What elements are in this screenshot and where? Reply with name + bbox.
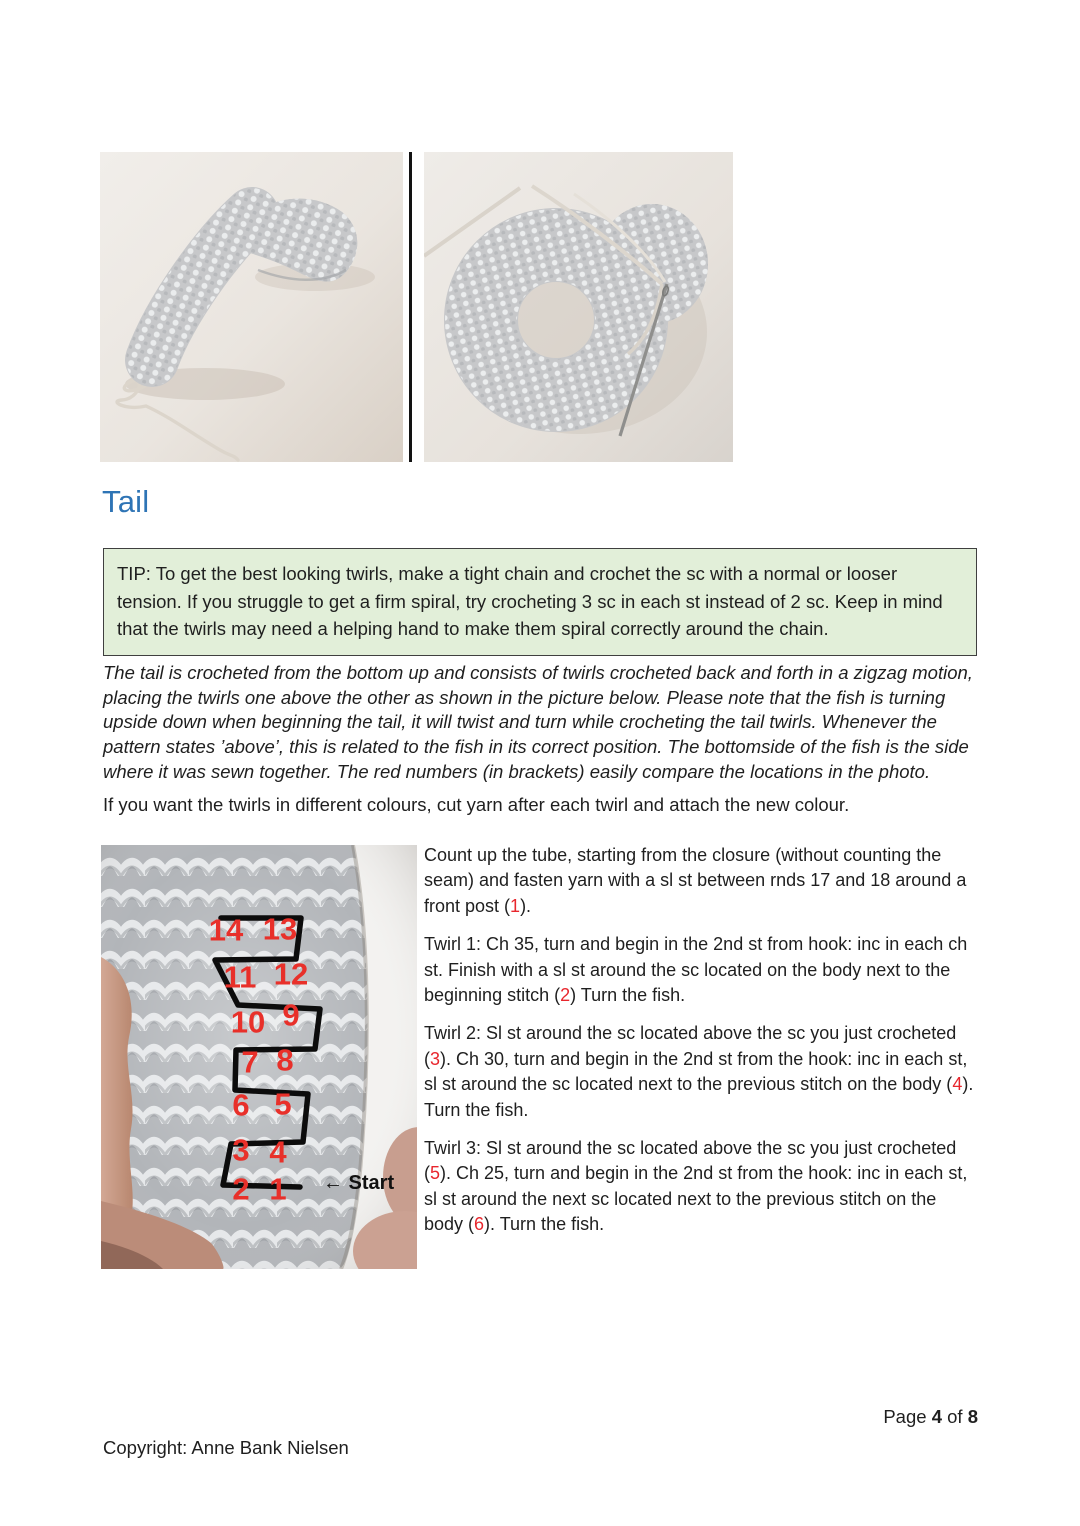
ref-number: 6 (474, 1214, 485, 1235)
start-label-text: Start (343, 1172, 395, 1194)
twirl-number: 7 (241, 1044, 259, 1080)
twirl-number: 13 (262, 911, 298, 947)
instruction-twirl-2: Twirl 2: Sl st around the sc located above the sc you just crocheted (3). Ch 30, turn and begin in the 2nd st from the hook: inc in each st, sl st around the sc located next to the previous stitch on the body (4). Turn the fish. (424, 1023, 974, 1120)
start-label (323, 1172, 394, 1195)
twirl-number: 6 (232, 1087, 250, 1123)
left-arrow-icon: ← (323, 1172, 343, 1194)
page-number: Page 4 of 8 (883, 1406, 978, 1427)
colours-note: If you want the twirls in different colours, cut yarn after each twirl and attach the new colour. (103, 794, 850, 815)
twirl-number: 11 (223, 959, 257, 995)
twirl-number: 8 (276, 1042, 294, 1078)
twirl-number: 10 (230, 1004, 266, 1040)
instruction-count-up: Count up the tube, starting from the closure (without counting the seam) and fasten yarn with a sl st between rnds 17 and 18 around a front post (1). (424, 845, 967, 916)
section-heading-tail: Tail (102, 484, 150, 519)
ref-number: 5 (430, 1163, 441, 1184)
crocheted-tube-illustration (100, 152, 403, 462)
tip-text: TIP: To get the best looking twirls, make a tight chain and crochet the sc with a normal or looser tension. If you struggle to get a firm spiral, try crocheting 3 sc in each st instead of 2 sc. Keep in mind that the twirls may need a helping hand to make them spiral correctly around the chain. (117, 563, 943, 639)
copyright: Copyright: Anne Bank Nielsen (103, 1437, 349, 1458)
page-number-current: 4 (931, 1406, 942, 1427)
ref-number: 4 (952, 1074, 963, 1095)
twirl-number: 2 (232, 1171, 250, 1207)
twirl-number: 1 (269, 1171, 287, 1207)
twirl-number: 5 (274, 1086, 292, 1122)
tip-box (103, 548, 977, 656)
ref-number: 2 (560, 985, 571, 1006)
twirl-number: 3 (232, 1132, 250, 1168)
photo-divider-line (409, 152, 412, 462)
intro-paragraph: The tail is crocheted from the bottom up and consists of twirls crocheted back and forth in a zigzag motion, placing the twirls one above the other as shown in the picture below. Please note that the fish is turning upside down when beginning the tail, it will twist and turn while crocheting the tail twirls. Whenever the pattern states ’above’, this is related to the fish in its correct position. The bottomside of the fish is the side where it was sewn together. The red numbers (in brackets) easily compare the locations in the photo. (103, 662, 973, 782)
twirl-number: 4 (269, 1134, 287, 1170)
twirl-number: 9 (282, 997, 300, 1033)
instructions-column (424, 843, 978, 1251)
ref-number: 1 (510, 895, 521, 916)
instruction-twirl-1: Twirl 1: Ch 35, turn and begin in the 2nd st from hook: inc in each ch st. Finish with a sl st around the sc located on the body next to the beginning stitch (2) Turn the fish. (424, 934, 968, 1006)
photo-crocheted-tail-tube (100, 152, 403, 462)
crocheted-ring-illustration (424, 152, 733, 462)
photo-crocheted-ring-needle (424, 152, 733, 462)
page-number-total: 8 (967, 1406, 978, 1427)
twirl-number: 12 (273, 956, 309, 992)
twirl-number: 14 (208, 912, 244, 948)
hand-holding-tube-illustration (101, 845, 417, 1269)
ref-number: 3 (430, 1048, 441, 1069)
photo-twirl-diagram (101, 845, 417, 1269)
instruction-twirl-3: Twirl 3: Sl st around the sc located above the sc you just crocheted (5). Ch 25, turn and begin in the 2nd st from the hook: inc in each st, sl st around the next sc located next to the previous stitch on the body (6). Turn the fish. (424, 1138, 968, 1235)
